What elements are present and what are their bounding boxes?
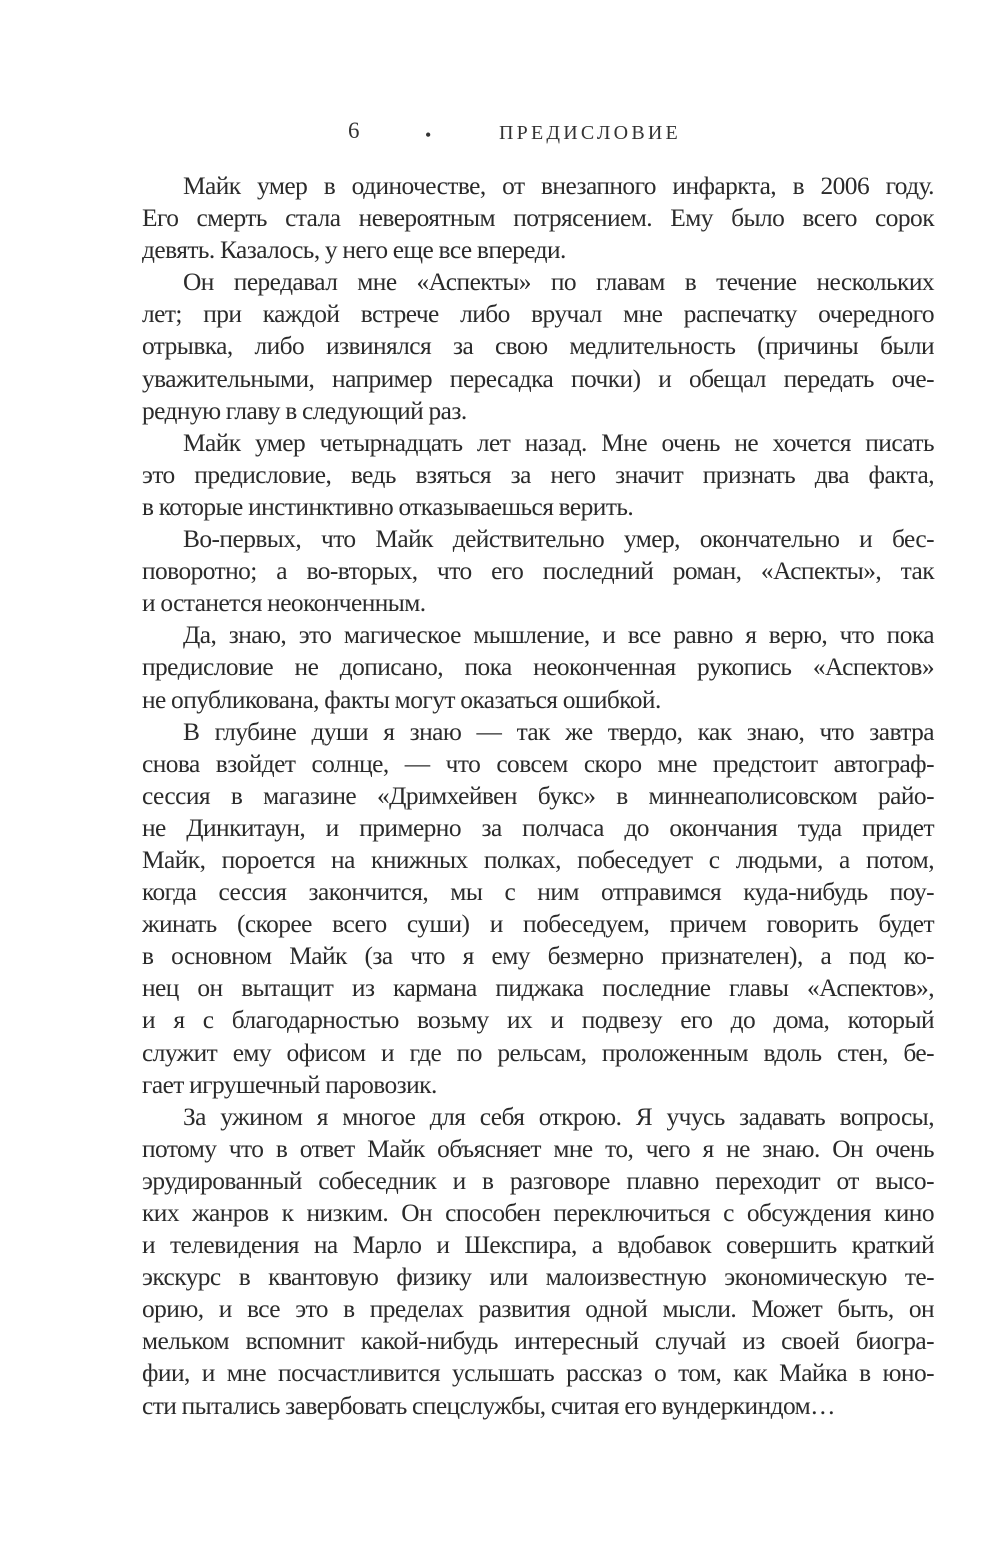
- text-line: Он передавал мне «Аспекты» по главам в течение нескольких: [183, 268, 934, 297]
- text-line: Майк умер четырнадцать лет назад. Мне очень не хочется писать: [183, 428, 934, 457]
- text-line: снова взойдет солнце, — что совсем скоро мне предстоит автограф-: [142, 749, 934, 778]
- text-line: девять. Казалось, у него еще все впереди.: [142, 236, 566, 265]
- text-line: Майк умер в одиночестве, от внезапного инфаркта, в 2006 году.: [183, 172, 934, 200]
- text-line: эрудированный собеседник и в разговоре плавно переходит от высо-: [142, 1166, 934, 1195]
- text-line: поворотно; а во-вторых, что его последний роман, «Аспекты», так: [142, 557, 934, 586]
- text-line: отрывка, либо извинялся за свою медлительность (причины были: [142, 332, 934, 361]
- body-text: [142, 170, 934, 1422]
- text-line: в которые инстинктивно отказываешься верить.: [142, 492, 634, 521]
- text-line: За ужином я многое для себя открою. Я учусь задавать вопросы,: [183, 1102, 934, 1131]
- text-line: орию, и все это в пределах развития одной мысли. Может быть, он: [142, 1295, 934, 1324]
- text-line: не Динкитаун, и примерно за полчаса до окончания туда придет: [142, 813, 934, 842]
- text-line: не опубликована, факты могут оказаться ошибкой.: [142, 685, 661, 714]
- text-line: когда сессия закончится, мы с ним отправимся куда-нибудь поу-: [142, 878, 934, 907]
- paragraph: [142, 523, 934, 619]
- text-line: гает игрушечный паровозик.: [142, 1070, 437, 1099]
- text-line: и я с благодарностью возьму их и подвезу его до дома, который: [142, 1006, 934, 1035]
- text-line: жинать (скорее всего суши) и побеседуем, причем говорить будет: [142, 910, 934, 939]
- text-line: фии, и мне посчастливится услышать рассказ о том, как Майка в юно-: [142, 1359, 934, 1388]
- text-line: потому что в ответ Майк объясняет мне то, чего я не знаю. Он очень: [142, 1134, 934, 1163]
- text-line: уважительными, например пересадка почки) и обещал передать оче-: [142, 364, 934, 393]
- text-line: в основном Майк (за что я ему безмерно признателен), а под ко-: [142, 942, 934, 971]
- text-line: и телевидения на Марло и Шекспира, а вдобавок совершить краткий: [142, 1231, 934, 1260]
- paragraph: [142, 619, 934, 715]
- text-line: нец он вытащит из кармана пиджака последние главы «Аспектов»,: [142, 974, 934, 1003]
- text-line: лет; при каждой встрече либо вручал мне распечатку очередного: [142, 300, 934, 329]
- text-line: предисловие не дописано, пока неоконченная рукопись «Аспектов»: [142, 653, 934, 682]
- running-head: [142, 118, 934, 152]
- text-line: сессия в магазине «Дримхейвен букс» в миннеаполисовском райо-: [142, 781, 934, 810]
- text-line: ких жанров к низким. Он способен переключиться с обсуждения кино: [142, 1199, 934, 1227]
- text-line: Во-первых, что Майк действительно умер, окончательно и бес-: [183, 525, 934, 554]
- text-line: это предисловие, ведь взяться за него значит признать два факта,: [142, 460, 934, 489]
- text-line: экскурс в квантовую физику или малоизвестную экономическую те-: [142, 1263, 934, 1292]
- text-line: сти пытались завербовать спецслужбы, считая его вундеркиндом…: [142, 1391, 835, 1420]
- paragraph: [142, 427, 934, 523]
- paragraph: [142, 266, 934, 426]
- paragraph: [142, 716, 934, 1101]
- text-line: мельком вспомнит какой-нибудь интересный случай из своей биогра-: [142, 1327, 934, 1356]
- text-line: редную главу в следующий раз.: [142, 396, 467, 425]
- text-line: Майк, пороется на книжных полках, побеседует с людьми, а потом,: [142, 845, 934, 874]
- paragraph: [142, 1101, 934, 1422]
- text-line: служит ему офисом и где по рельсам, проложенным вдоль стен, бе-: [142, 1038, 934, 1067]
- text-line: В глубине души я знаю — так же твердо, как знаю, что завтра: [183, 717, 934, 746]
- section-title: ПРЕДИСЛОВИЕ: [499, 122, 681, 144]
- text-line: Его смерть стала невероятным потрясением. Ему было всего сорок: [142, 204, 934, 233]
- text-line: Да, знаю, это магическое мышление, и все равно я верю, что пока: [183, 621, 934, 650]
- paragraph: [142, 170, 934, 266]
- separator-bullet: •: [425, 125, 432, 145]
- page-number: 6: [348, 118, 360, 143]
- text-line: и останется неоконченным.: [142, 589, 426, 618]
